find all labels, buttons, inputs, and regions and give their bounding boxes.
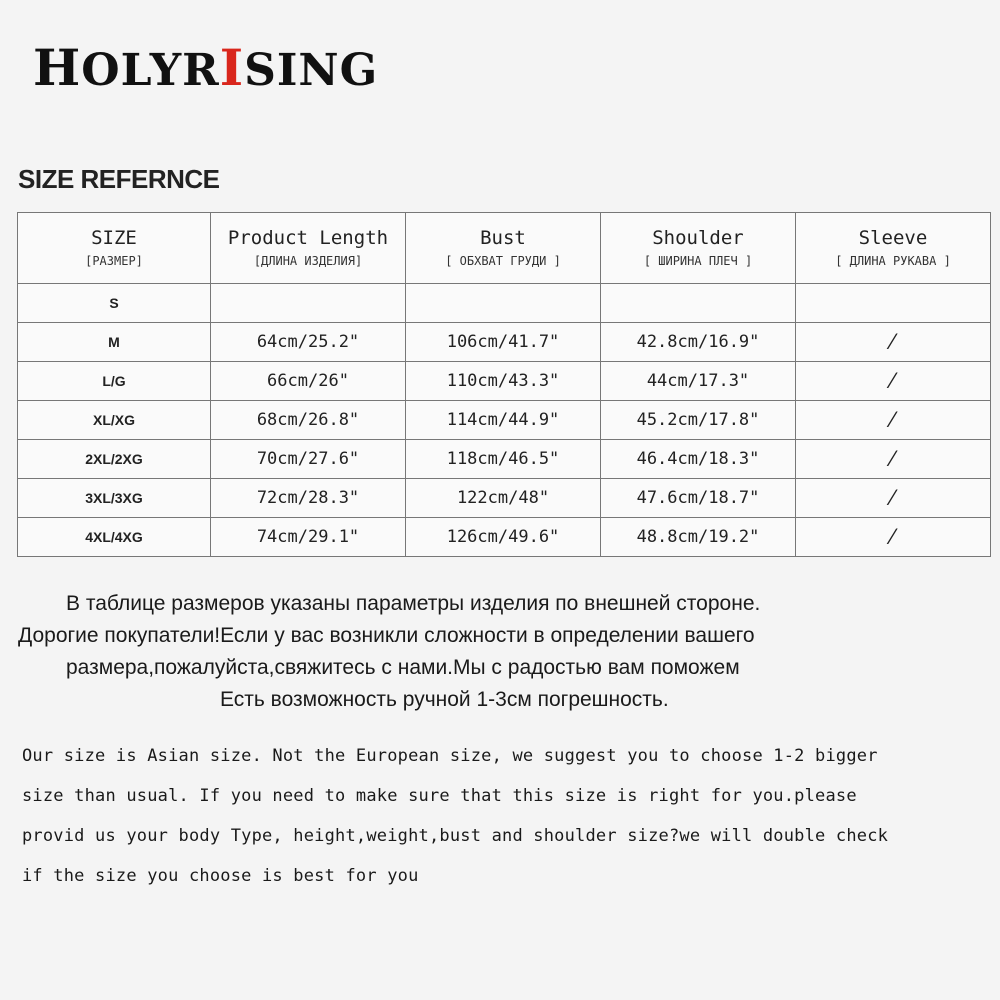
ru-note-line: Дорогие покупатели!Если у вас возникли сложности в определении вашего: [18, 624, 755, 647]
length-cell: 66cm/26": [211, 362, 406, 401]
size-table-header-row: [18, 213, 991, 284]
header-shoulder-en: Shoulder: [652, 227, 744, 249]
russian-size-note: [0, 588, 1000, 716]
table-row: [18, 479, 991, 518]
logo-letter-h: H: [33, 38, 82, 97]
length-cell: [211, 284, 406, 323]
length-cell: 70cm/27.6": [211, 440, 406, 479]
ru-note-line: В таблице размеров указаны параметры изделия по внешней стороне.: [66, 592, 761, 615]
size-cell: 3XL/3XG: [18, 479, 211, 518]
shoulder-cell: 42.8cm/16.9": [601, 323, 796, 362]
header-length-ru: [ДЛИНА ИЗДЕЛИЯ]: [253, 254, 363, 268]
shoulder-cell: 46.4cm/18.3": [601, 440, 796, 479]
sleeve-cell: ⁄: [796, 362, 991, 401]
header-sleeve: [796, 213, 991, 284]
table-row: [18, 518, 991, 557]
size-cell: S: [18, 284, 211, 323]
sleeve-cell: ⁄: [796, 518, 991, 557]
header-size: [18, 213, 211, 284]
sleeve-cell: [796, 284, 991, 323]
bust-cell: 106cm/41.7": [406, 323, 601, 362]
header-size-ru: [РАЗМЕР]: [85, 254, 143, 268]
shoulder-cell: 47.6cm/18.7": [601, 479, 796, 518]
table-row: [18, 323, 991, 362]
length-cell: 74cm/29.1": [211, 518, 406, 557]
size-cell: 2XL/2XG: [18, 440, 211, 479]
logo-text-part1: OLYR: [81, 45, 220, 96]
header-size-en: SIZE: [91, 227, 137, 249]
ru-note-line: размера,пожалуйста,свяжитесь с нами.Мы с радостью вам поможем: [66, 656, 740, 679]
english-size-note: [22, 736, 992, 896]
sleeve-cell: ⁄: [796, 323, 991, 362]
ru-note-line: Есть возможность ручной 1-3см погрешность.: [220, 688, 669, 711]
size-table: [17, 212, 991, 557]
size-cell: XL/XG: [18, 401, 211, 440]
sleeve-cell: ⁄: [796, 440, 991, 479]
header-shoulder-ru: [ ШИРИНА ПЛЕЧ ]: [643, 254, 753, 268]
size-cell: M: [18, 323, 211, 362]
sleeve-cell: ⁄: [796, 479, 991, 518]
logo-accent-letter: I: [219, 38, 245, 97]
header-length-en: Product Length: [227, 227, 389, 249]
brand-logo: [33, 38, 378, 97]
size-reference-title: SIZE REFERNCE: [18, 164, 220, 194]
shoulder-cell: 44cm/17.3": [601, 362, 796, 401]
sleeve-cell: ⁄: [796, 401, 991, 440]
bust-cell: [406, 284, 601, 323]
table-row: [18, 440, 991, 479]
shoulder-cell: 45.2cm/17.8": [601, 401, 796, 440]
table-row: [18, 362, 991, 401]
size-cell: L/G: [18, 362, 211, 401]
table-row: [18, 284, 991, 323]
en-note-line: Our size is Asian size. Not the European size, we suggest you to choose 1-2 bigger: [22, 746, 878, 766]
shoulder-cell: 48.8cm/19.2": [601, 518, 796, 557]
header-sleeve-ru: [ ДЛИНА РУКАВА ]: [835, 254, 951, 268]
bust-cell: 110cm/43.3": [406, 362, 601, 401]
logo-text-part2: SING: [244, 45, 379, 96]
header-sleeve-en: Sleeve: [858, 227, 928, 249]
header-bust-en: Bust: [480, 227, 526, 249]
header-bust: [406, 213, 601, 284]
bust-cell: 118cm/46.5": [406, 440, 601, 479]
en-note-line: provid us your body Type, height,weight,bust and shoulder size?we will double check: [22, 826, 889, 846]
header-shoulder: [601, 213, 796, 284]
bust-cell: 122cm/48": [406, 479, 601, 518]
length-cell: 68cm/26.8": [211, 401, 406, 440]
table-row: [18, 401, 991, 440]
header-bust-ru: [ ОБХВАТ ГРУДИ ]: [445, 254, 561, 268]
en-note-line: if the size you choose is best for you: [22, 866, 419, 886]
header-product-length: [211, 213, 406, 284]
bust-cell: 114cm/44.9": [406, 401, 601, 440]
shoulder-cell: [601, 284, 796, 323]
bust-cell: 126cm/49.6": [406, 518, 601, 557]
size-cell: 4XL/4XG: [18, 518, 211, 557]
en-note-line: size than usual. If you need to make sure that this size is right for you.please: [22, 786, 857, 806]
length-cell: 72cm/28.3": [211, 479, 406, 518]
length-cell: 64cm/25.2": [211, 323, 406, 362]
